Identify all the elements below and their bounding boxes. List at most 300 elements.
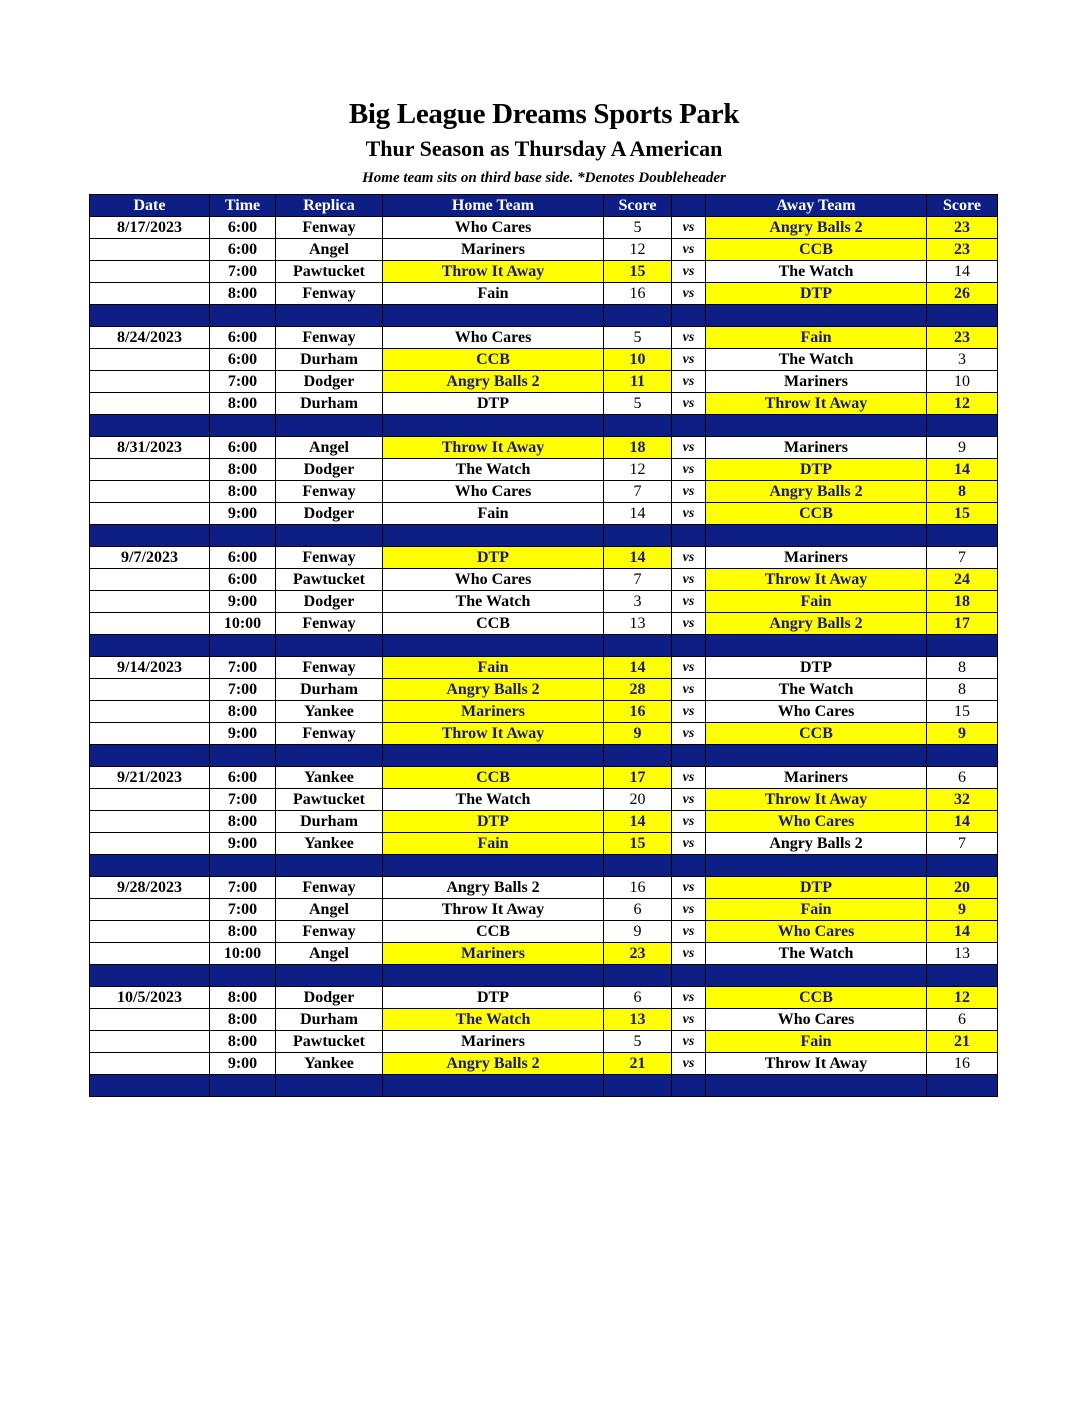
home-team: Throw It Away [383,899,604,921]
home-team: DTP [383,393,604,415]
home-score: 13 [604,613,672,635]
away-score: 13 [927,943,998,965]
home-team: Who Cares [383,481,604,503]
header-time: Time [210,195,276,217]
separator-cell [210,415,276,437]
game-row [90,459,998,481]
home-team: CCB [383,613,604,635]
away-score: 21 [927,1031,998,1053]
away-team: CCB [706,503,927,525]
game-date [90,239,210,261]
away-score: 12 [927,987,998,1009]
away-team: CCB [706,723,927,745]
game-row [90,943,998,965]
separator-cell [672,965,706,987]
separator-cell [927,1075,998,1097]
home-team: CCB [383,767,604,789]
away-score: 18 [927,591,998,613]
away-score: 15 [927,503,998,525]
home-score: 7 [604,569,672,591]
away-team: DTP [706,283,927,305]
game-row [90,657,998,679]
game-time: 8:00 [210,701,276,723]
vs-label: vs [672,217,706,239]
separator-cell [706,855,927,877]
home-score: 5 [604,393,672,415]
game-replica: Durham [276,393,383,415]
away-team: Angry Balls 2 [706,217,927,239]
separator-cell [927,855,998,877]
game-row [90,877,998,899]
away-team: Who Cares [706,701,927,723]
separator-cell [706,305,927,327]
separator-cell [383,635,604,657]
home-team: Who Cares [383,327,604,349]
game-time: 8:00 [210,283,276,305]
away-score: 32 [927,789,998,811]
game-date [90,943,210,965]
page-subtitle: Thur Season as Thursday A American [365,136,723,161]
separator-cell [604,635,672,657]
away-team: Throw It Away [706,569,927,591]
away-score: 14 [927,921,998,943]
away-team: CCB [706,239,927,261]
home-team: DTP [383,547,604,569]
home-team: CCB [383,349,604,371]
home-score: 14 [604,657,672,679]
away-team: DTP [706,459,927,481]
game-replica: Yankee [276,833,383,855]
away-team: DTP [706,657,927,679]
away-team: Mariners [706,371,927,393]
away-score: 9 [927,437,998,459]
game-date [90,723,210,745]
separator-cell [706,525,927,547]
vs-label: vs [672,437,706,459]
away-score: 24 [927,569,998,591]
game-row [90,811,998,833]
game-date [90,613,210,635]
game-replica: Dodger [276,591,383,613]
header-vs [672,195,706,217]
game-date: 8/31/2023 [90,437,210,459]
away-score: 15 [927,701,998,723]
vs-label: vs [672,833,706,855]
game-time: 6:00 [210,767,276,789]
game-row [90,899,998,921]
separator-cell [383,855,604,877]
game-row [90,789,998,811]
game-date: 9/14/2023 [90,657,210,679]
home-score: 21 [604,1053,672,1075]
home-score: 18 [604,437,672,459]
separator-cell [672,1075,706,1097]
separator-cell [927,525,998,547]
game-time: 9:00 [210,723,276,745]
game-time: 8:00 [210,987,276,1009]
game-time: 6:00 [210,327,276,349]
separator-cell [90,855,210,877]
away-team: Fain [706,591,927,613]
separator-cell [276,635,383,657]
game-time: 8:00 [210,459,276,481]
home-score: 15 [604,833,672,855]
game-replica: Yankee [276,1053,383,1075]
game-replica: Durham [276,679,383,701]
separator-cell [383,1075,604,1097]
game-date [90,283,210,305]
separator-cell [90,1075,210,1097]
game-date: 10/5/2023 [90,987,210,1009]
separator-cell [927,745,998,767]
home-score: 11 [604,371,672,393]
game-row [90,503,998,525]
home-score: 28 [604,679,672,701]
game-time: 10:00 [210,943,276,965]
game-row [90,217,998,239]
game-replica: Pawtucket [276,261,383,283]
home-team: The Watch [383,789,604,811]
home-team: Fain [383,283,604,305]
game-row [90,261,998,283]
separator-cell [706,415,927,437]
game-time: 7:00 [210,679,276,701]
vs-label: vs [672,723,706,745]
home-team: Who Cares [383,569,604,591]
vs-label: vs [672,877,706,899]
away-team: The Watch [706,349,927,371]
game-time: 6:00 [210,569,276,591]
separator-cell [672,525,706,547]
away-team: The Watch [706,943,927,965]
game-time: 6:00 [210,547,276,569]
home-team: Angry Balls 2 [383,679,604,701]
game-replica: Fenway [276,547,383,569]
away-team: Throw It Away [706,789,927,811]
game-time: 8:00 [210,393,276,415]
home-score: 12 [604,239,672,261]
home-team: Throw It Away [383,723,604,745]
home-score: 15 [604,261,672,283]
game-time: 8:00 [210,811,276,833]
home-score: 6 [604,899,672,921]
game-date [90,1009,210,1031]
vs-label: vs [672,767,706,789]
separator-cell [383,745,604,767]
vs-label: vs [672,1009,706,1031]
separator-cell [604,745,672,767]
away-score: 7 [927,833,998,855]
away-team: Angry Balls 2 [706,613,927,635]
game-row [90,1031,998,1053]
away-team: Fain [706,327,927,349]
away-team: Who Cares [706,921,927,943]
away-team: CCB [706,987,927,1009]
away-score: 12 [927,393,998,415]
home-team: Angry Balls 2 [383,877,604,899]
game-date [90,701,210,723]
home-team: Fain [383,657,604,679]
separator-cell [383,415,604,437]
away-team: Mariners [706,767,927,789]
home-score: 5 [604,327,672,349]
away-team: DTP [706,877,927,899]
game-row [90,921,998,943]
away-score: 8 [927,679,998,701]
game-replica: Durham [276,1009,383,1031]
separator-cell [90,305,210,327]
game-replica: Fenway [276,613,383,635]
game-replica: Angel [276,943,383,965]
home-team: Mariners [383,239,604,261]
game-replica: Durham [276,349,383,371]
game-time: 9:00 [210,1053,276,1075]
game-date [90,899,210,921]
away-score: 14 [927,459,998,481]
away-team: Who Cares [706,1009,927,1031]
game-date [90,591,210,613]
separator-cell [672,855,706,877]
game-date [90,789,210,811]
game-date [90,393,210,415]
game-row [90,591,998,613]
away-score: 10 [927,371,998,393]
home-team: Throw It Away [383,261,604,283]
away-score: 20 [927,877,998,899]
week-separator [90,1075,998,1097]
home-score: 20 [604,789,672,811]
away-score: 7 [927,547,998,569]
week-separator [90,525,998,547]
game-replica: Dodger [276,371,383,393]
game-row [90,393,998,415]
separator-cell [604,415,672,437]
home-score: 6 [604,987,672,1009]
separator-cell [210,525,276,547]
game-row [90,349,998,371]
vs-label: vs [672,943,706,965]
separator-cell [90,745,210,767]
vs-label: vs [672,547,706,569]
separator-cell [210,965,276,987]
game-time: 9:00 [210,833,276,855]
game-row [90,987,998,1009]
separator-cell [604,965,672,987]
home-score: 16 [604,701,672,723]
away-score: 6 [927,1009,998,1031]
game-replica: Pawtucket [276,569,383,591]
separator-cell [927,305,998,327]
schedule-body [90,217,998,1097]
separator-cell [210,745,276,767]
header-replica: Replica [276,195,383,217]
page-title: Big League Dreams Sports Park [348,98,740,130]
separator-cell [706,745,927,767]
game-date [90,371,210,393]
home-team: Angry Balls 2 [383,371,604,393]
header-home-team: Home Team [383,195,604,217]
game-date [90,349,210,371]
home-score: 10 [604,349,672,371]
game-row [90,1053,998,1075]
game-row [90,701,998,723]
game-time: 8:00 [210,481,276,503]
game-date: 8/24/2023 [90,327,210,349]
separator-cell [276,525,383,547]
separator-cell [672,635,706,657]
vs-label: vs [672,1031,706,1053]
home-team: Mariners [383,701,604,723]
vs-label: vs [672,613,706,635]
separator-cell [276,305,383,327]
vs-label: vs [672,503,706,525]
game-time: 8:00 [210,1031,276,1053]
game-date [90,261,210,283]
header-away-score: Score [927,195,998,217]
week-separator [90,635,998,657]
vs-label: vs [672,899,706,921]
game-time: 8:00 [210,1009,276,1031]
away-team: Fain [706,1031,927,1053]
home-team: Angry Balls 2 [383,1053,604,1075]
game-replica: Dodger [276,459,383,481]
game-row [90,437,998,459]
home-team: Mariners [383,1031,604,1053]
home-team: The Watch [383,591,604,613]
separator-cell [90,525,210,547]
game-date [90,811,210,833]
game-row [90,833,998,855]
vs-label: vs [672,657,706,679]
away-score: 3 [927,349,998,371]
game-date: 9/7/2023 [90,547,210,569]
away-score: 9 [927,899,998,921]
away-score: 17 [927,613,998,635]
home-score: 14 [604,547,672,569]
separator-cell [604,525,672,547]
separator-cell [210,855,276,877]
game-replica: Fenway [276,481,383,503]
vs-label: vs [672,459,706,481]
week-separator [90,415,998,437]
game-replica: Angel [276,437,383,459]
game-date [90,921,210,943]
header-home-score: Score [604,195,672,217]
game-row [90,327,998,349]
away-team: Who Cares [706,811,927,833]
game-replica: Angel [276,899,383,921]
home-team: The Watch [383,1009,604,1031]
away-team: Angry Balls 2 [706,833,927,855]
game-replica: Durham [276,811,383,833]
home-team: CCB [383,921,604,943]
home-score: 3 [604,591,672,613]
game-replica: Fenway [276,921,383,943]
home-score: 14 [604,503,672,525]
game-time: 10:00 [210,613,276,635]
game-replica: Pawtucket [276,1031,383,1053]
away-team: Angry Balls 2 [706,481,927,503]
game-time: 7:00 [210,899,276,921]
away-team: Mariners [706,437,927,459]
vs-label: vs [672,327,706,349]
separator-cell [604,855,672,877]
away-team: Throw It Away [706,1053,927,1075]
game-replica: Yankee [276,767,383,789]
away-score: 8 [927,657,998,679]
header-date: Date [90,195,210,217]
game-row [90,569,998,591]
away-team: Mariners [706,547,927,569]
game-time: 7:00 [210,789,276,811]
away-team: The Watch [706,261,927,283]
game-date [90,1053,210,1075]
vs-label: vs [672,591,706,613]
home-score: 7 [604,481,672,503]
home-score: 13 [604,1009,672,1031]
home-score: 5 [604,1031,672,1053]
game-time: 7:00 [210,371,276,393]
away-score: 23 [927,239,998,261]
vs-label: vs [672,789,706,811]
game-row [90,371,998,393]
game-date [90,679,210,701]
separator-cell [276,855,383,877]
vs-label: vs [672,679,706,701]
separator-cell [383,965,604,987]
game-replica: Pawtucket [276,789,383,811]
game-time: 6:00 [210,349,276,371]
vs-label: vs [672,239,706,261]
game-date: 9/21/2023 [90,767,210,789]
home-team: Throw It Away [383,437,604,459]
vs-label: vs [672,811,706,833]
away-score: 8 [927,481,998,503]
game-row [90,283,998,305]
separator-cell [706,1075,927,1097]
vs-label: vs [672,569,706,591]
vs-label: vs [672,701,706,723]
away-score: 16 [927,1053,998,1075]
home-team: The Watch [383,459,604,481]
separator-cell [383,525,604,547]
game-date [90,569,210,591]
separator-cell [927,635,998,657]
game-date [90,481,210,503]
separator-cell [706,965,927,987]
game-replica: Fenway [276,657,383,679]
vs-label: vs [672,393,706,415]
separator-cell [276,745,383,767]
game-row [90,767,998,789]
home-team: Fain [383,503,604,525]
separator-cell [672,305,706,327]
home-score: 5 [604,217,672,239]
game-time: 6:00 [210,217,276,239]
away-team: The Watch [706,679,927,701]
game-time: 7:00 [210,657,276,679]
game-replica: Yankee [276,701,383,723]
game-row [90,679,998,701]
game-date [90,459,210,481]
week-separator [90,855,998,877]
vs-label: vs [672,283,706,305]
away-team: Fain [706,899,927,921]
away-team: Throw It Away [706,393,927,415]
week-separator [90,965,998,987]
separator-cell [90,965,210,987]
away-score: 23 [927,217,998,239]
